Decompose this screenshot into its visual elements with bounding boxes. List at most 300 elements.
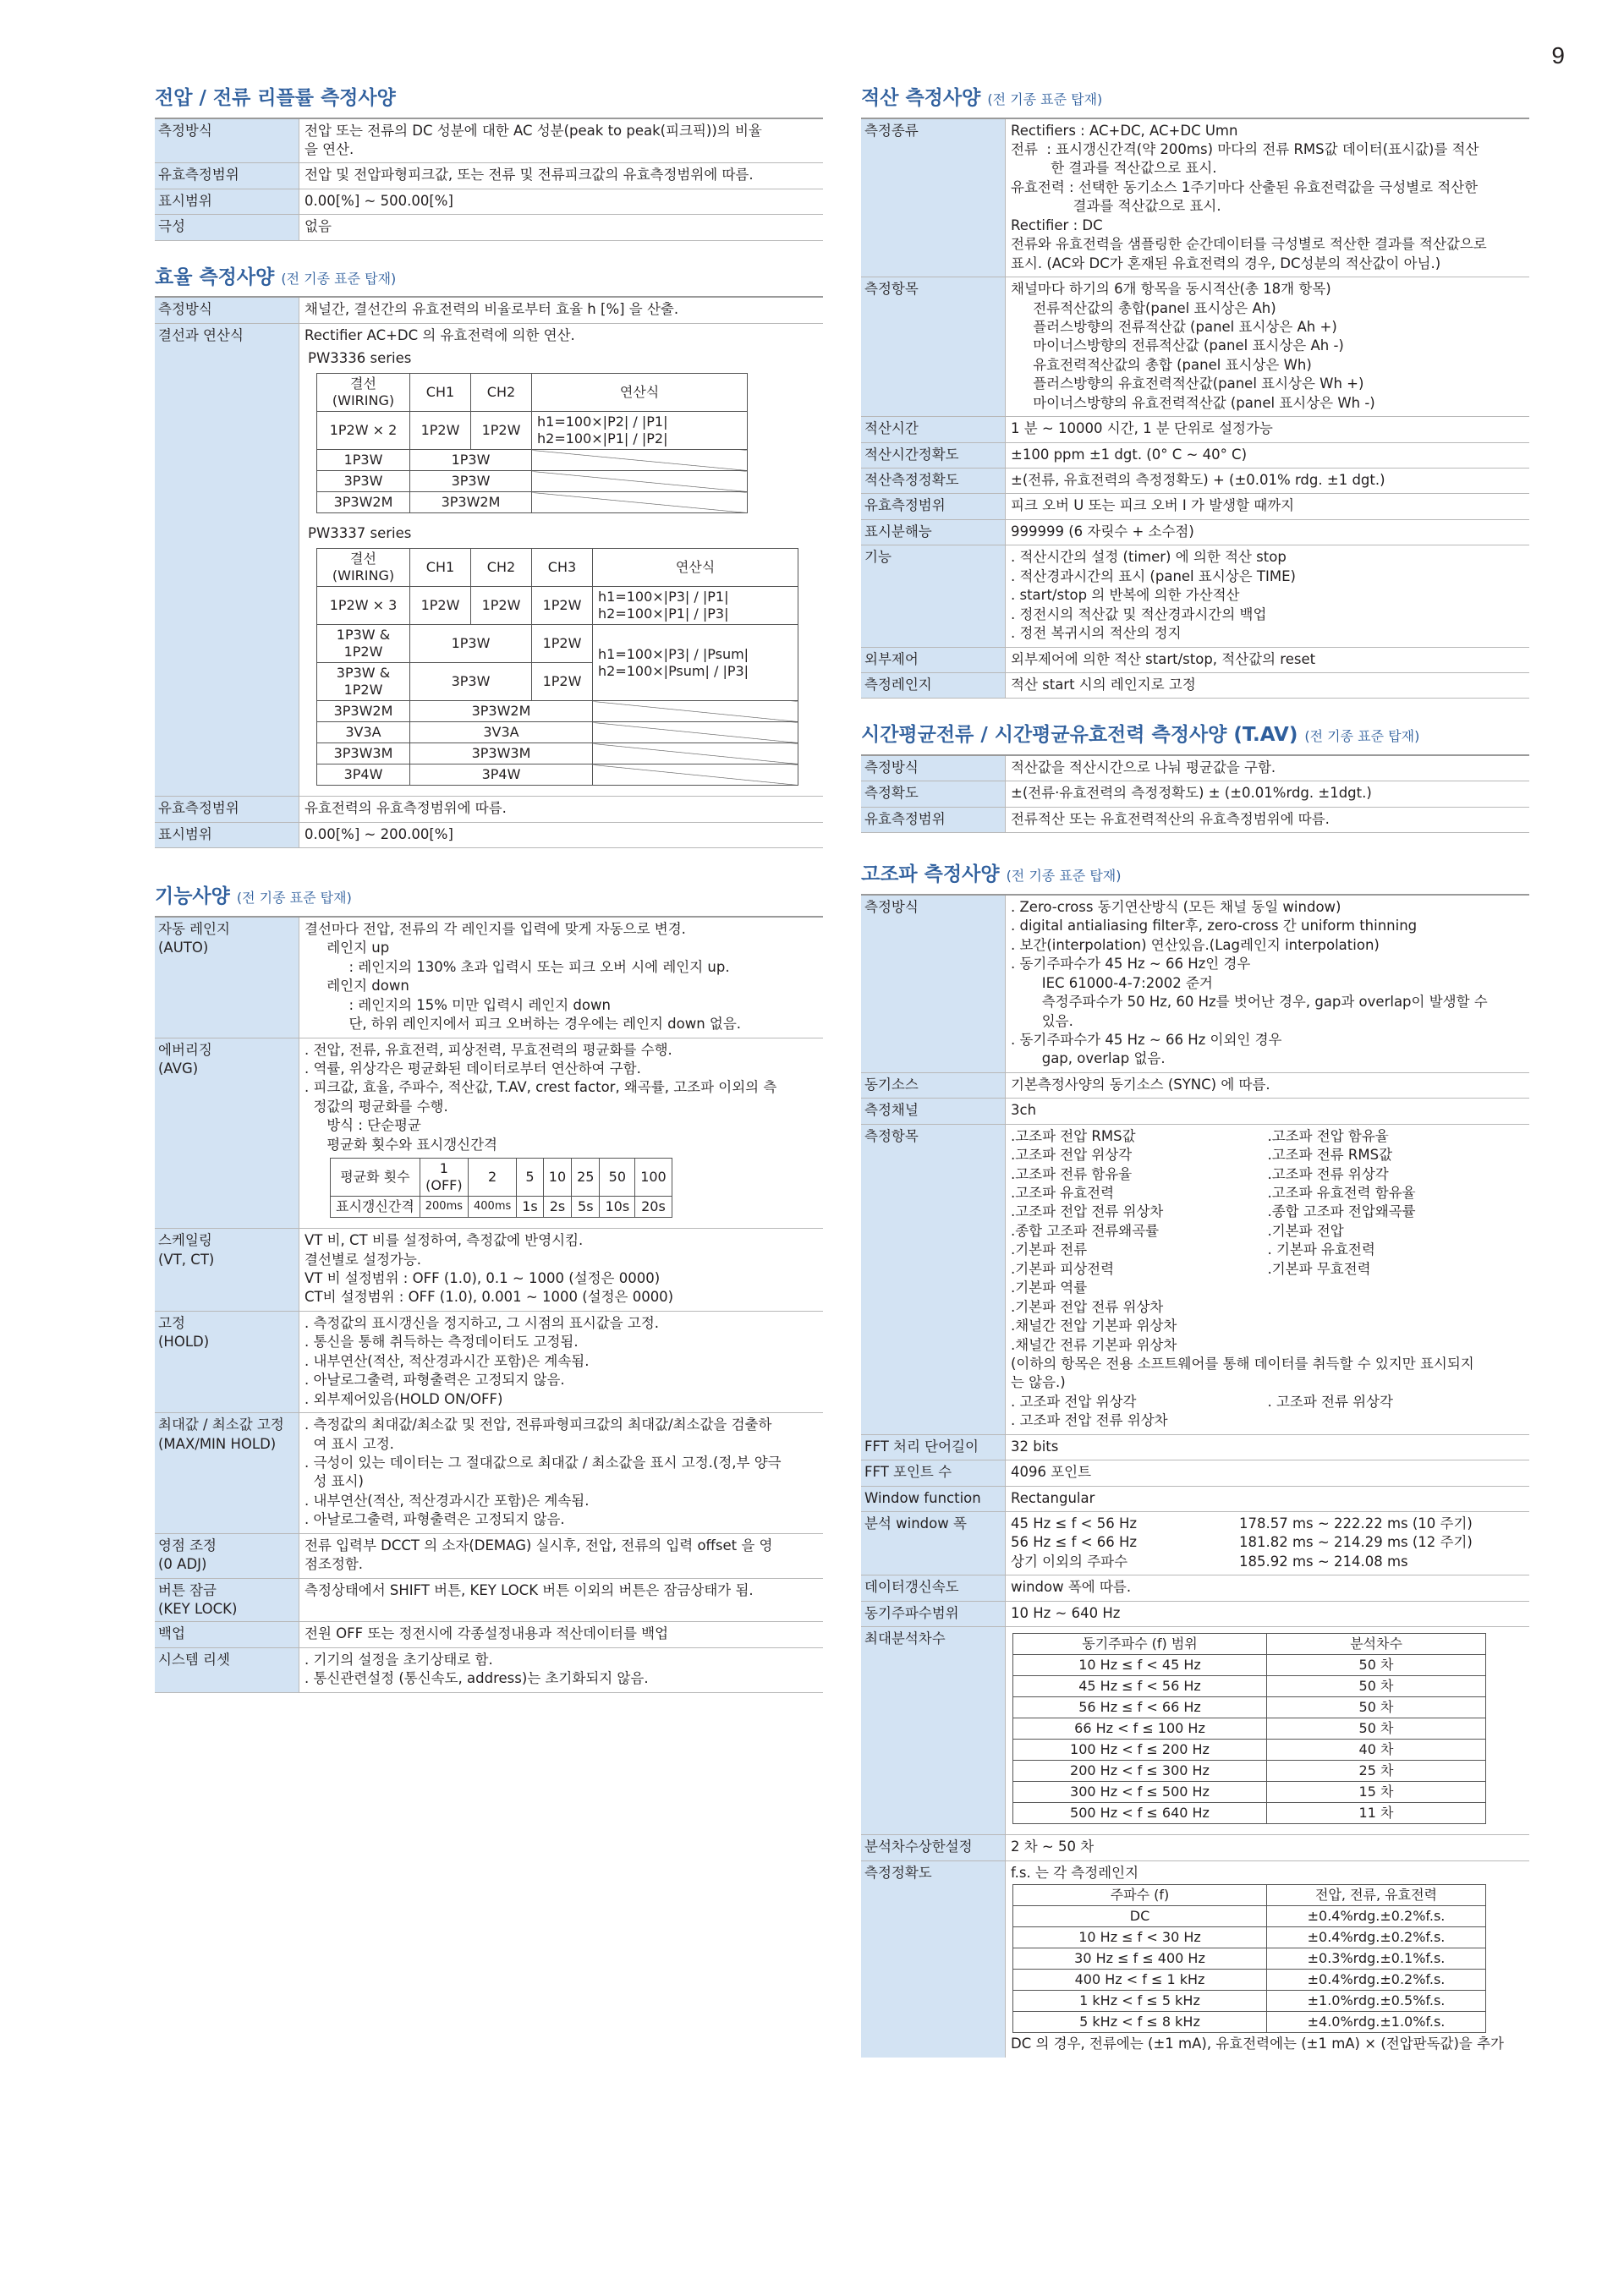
table-row (1013, 1782, 1486, 1803)
table-cell: ±0.3%rdg.±0.1%f.s. (1267, 1948, 1486, 1970)
text-line: .고조파 유효전력 (1011, 1185, 1115, 1202)
text: 유효전력의 유효측정범위에 따름. (299, 797, 823, 821)
text: 기능사양 (155, 885, 230, 908)
harmonic-items-pairs (1011, 1127, 1524, 1280)
text-line: . 적산경과시간의 표시 (panel 표시상은 TIME) (1011, 567, 1296, 584)
window-function-row (861, 1487, 1529, 1512)
table-cell (593, 722, 798, 743)
table-row (1013, 1991, 1486, 2012)
spec-label: 유효측정범위 (155, 163, 299, 188)
table-cell: 3P3W & 1P2W (317, 663, 410, 701)
text-line: 전원 OFF 또는 정전시에 각종설정내용과 적산데이터를 백업 (304, 1625, 669, 1642)
spec-label: 최대값 / 최소값 고정 (MAX/MIN HOLD) (155, 1413, 299, 1533)
table-cell: 100 (635, 1159, 672, 1197)
table-row (1013, 1676, 1486, 1697)
table-cell: ±0.4%rdg.±0.2%f.s. (1267, 1906, 1486, 1927)
text-line: 레인지 up (304, 940, 390, 956)
text-line: .고조파 전류 위상각 (1267, 1165, 1389, 1182)
text-line: 상기 이외의 주파수 (1011, 1553, 1128, 1570)
table-cell: 1P3W (317, 450, 410, 471)
efficiency-title (155, 266, 823, 299)
text-line: 전압 또는 전류의 DC 성분에 대한 AC 성분(peak to peak(피크픽))의 비율 (304, 122, 762, 139)
text: (전 기종 표준 탑재) (1304, 728, 1420, 745)
spec-value (299, 189, 823, 214)
pw3336-title: PW3336 series (308, 350, 412, 367)
text-line: .고조파 전압 RMS값 (1011, 1127, 1136, 1144)
table-cell: 3V3A (317, 722, 410, 743)
table-cell: 5 (517, 1159, 544, 1197)
table-cell: h1=100×|P2| / |P1| h2=100×|P1| / |P2| (532, 412, 748, 450)
efficiency-method-row (155, 298, 823, 323)
text: Window function (861, 1487, 1005, 1511)
table-cell: ±4.0%rdg.±1.0%f.s. (1267, 2012, 1486, 2033)
spec-label: 표시분해능 (861, 520, 1005, 545)
fft-bits-row (861, 1435, 1529, 1460)
functions-title (155, 885, 823, 918)
table-cell (532, 471, 748, 492)
text-line: .기본파 무효전력 (1267, 1260, 1371, 1277)
table-cell: 20s (635, 1197, 672, 1218)
text-line: .기본파 전류 (1011, 1241, 1088, 1258)
text-line: 여 표시 고정. (304, 1435, 394, 1452)
text: 적산 측정사양 (861, 87, 981, 109)
table-cell (593, 701, 798, 722)
spec-label: 적산시간정확도 (861, 443, 1005, 468)
table-cell: 주파수 (f) (1013, 1885, 1267, 1906)
table-cell (593, 743, 798, 764)
table-cell: 5s (572, 1197, 600, 1218)
spec-row (155, 189, 823, 215)
text-line: .기본파 전압 전류 위상차 (1011, 1298, 1164, 1315)
table-cell: 10s (600, 1197, 635, 1218)
text-line: 없음 (304, 218, 332, 235)
text-line: .기본파 전압 (1267, 1222, 1344, 1239)
text: 전압 / 전류 리플률 측정사양 (155, 87, 396, 109)
harmonic-items-row (861, 1125, 1529, 1435)
table-cell: 50 차 (1267, 1718, 1486, 1740)
table-cell: 1P3W (410, 625, 532, 663)
table-cell: 동기주파수 (f) 범위 (1013, 1634, 1267, 1655)
text: FFT 포인트 수 (861, 1460, 1005, 1485)
table-row (1013, 1655, 1486, 1676)
table-cell: CH3 (532, 549, 593, 587)
text-line: 56 Hz ≤ f < 66 Hz (1011, 1534, 1138, 1551)
spec-row (861, 673, 1529, 699)
tav-title (861, 724, 1529, 756)
averaging-table (330, 1158, 672, 1218)
spec-value (299, 1312, 823, 1412)
text-line: 유효전력적산값의 총합 (panel 표시상은 Wh) (1011, 356, 1312, 373)
text: 측정정확도 (861, 1861, 1005, 2058)
text-line: . 기본파 유효전력 (1267, 1241, 1375, 1258)
text-line: . Zero-cross 동기연산방식 (모든 채널 동일 window) (1011, 898, 1341, 915)
text: 측정채널 (861, 1099, 1005, 1123)
text-line: 전류 : 표시갱신간격(약 200ms) 마다의 전류 RMS값 데이터(표시값)를 적산 (1011, 141, 1479, 158)
table-cell: CH1 (410, 374, 471, 412)
text-line: .고조파 전압 전류 위상차 (1011, 1203, 1164, 1220)
upper-order-row (861, 1835, 1529, 1860)
text-line: 플러스방향의 유효전력적산값(panel 표시상은 Wh +) (1011, 375, 1364, 392)
table-cell: 11 차 (1267, 1803, 1486, 1824)
table-cell: CH1 (410, 549, 471, 587)
text: 4096 포인트 (1005, 1460, 1529, 1485)
text-line: 1 분 ~ 10000 시간, 1 분 단위로 설정가능 (1011, 420, 1273, 437)
table-cell: 3P3W (410, 471, 532, 492)
table-cell: 1P2W (471, 412, 532, 450)
table-cell: 전압, 전류, 유효전력 (1267, 1885, 1486, 1906)
text (299, 324, 823, 797)
text: 유효측정범위 (155, 797, 299, 821)
spec-label: 유효측정범위 (861, 494, 1005, 518)
table-cell: 5 kHz < f ≤ 8 kHz (1013, 2012, 1267, 2033)
text: 자동 레인지 (AUTO) (155, 918, 299, 1038)
table-cell: 1P2W (532, 663, 593, 701)
spec-row (155, 1534, 823, 1579)
spec-value (299, 1622, 823, 1647)
text-line: .고조파 전류 RMS값 (1267, 1147, 1393, 1164)
spec-label: 백업 (155, 1622, 299, 1647)
text-line: 181.82 ms ~ 214.29 ms (12 주기) (1239, 1534, 1473, 1551)
text-line: 185.92 ms ~ 214.08 ms (1239, 1553, 1408, 1570)
spec-row (861, 648, 1529, 673)
spec-value (1005, 781, 1529, 806)
text-line: 피크 오버 U 또는 피크 오버 I 가 발생할 때까지 (1011, 497, 1295, 514)
table-row (1013, 1970, 1486, 1991)
table-cell: 3P3W3M (317, 743, 410, 764)
table-cell: h1=100×|P3| / |Psum| h2=100×|Psum| / |P3| (593, 625, 798, 701)
table-row (1013, 1803, 1486, 1824)
ripple-table (155, 119, 823, 241)
text: 표시범위 (155, 823, 299, 847)
spec-value (299, 119, 823, 163)
text-line: 외부제어에 의한 적산 start/stop, 적산값의 reset (1011, 650, 1316, 667)
text: 측정방식 (155, 298, 299, 322)
pw3337-title: PW3337 series (308, 525, 412, 542)
text-line: 플러스방향의 전류적산값 (panel 표시상은 Ah +) (1011, 318, 1337, 335)
text: f.s. 는 각 측정레인지 (1011, 1864, 1139, 1881)
spec-label: 측정확도 (861, 781, 1005, 806)
table-row (1013, 1718, 1486, 1740)
spec-label: 시스템 리셋 (155, 1648, 299, 1692)
table-cell: 3V3A (410, 722, 593, 743)
spec-label: 측정방식 (155, 119, 299, 163)
table-cell: 300 Hz < f ≤ 500 Hz (1013, 1782, 1267, 1803)
spec-label: 유효측정범위 (861, 808, 1005, 832)
spec-label: 측정종류 (861, 119, 1005, 277)
table-row (1013, 1761, 1486, 1782)
table-cell: 분석차수 (1267, 1634, 1486, 1655)
text-line: . 아날로그출력, 파형출력은 고정되지 않음. (304, 1511, 565, 1528)
table-cell: h1=100×|P3| / |P1| h2=100×|P1| / |P3| (593, 587, 798, 625)
text-line: 성 표시) (304, 1473, 364, 1490)
text: 결선과 연산식 (155, 324, 299, 797)
text-line: 단, 하위 레인지에서 피크 오버하는 경우에는 레인지 down 없음. (304, 1016, 742, 1033)
text-line: 유효전력 : 선택한 동기소스 1주기마다 산출된 유효전력값을 극성별로 적산한 (1011, 178, 1479, 195)
spec-value (1005, 808, 1529, 832)
spec-row (861, 277, 1529, 417)
text: 측정항목 (861, 1125, 1005, 1434)
text-line: . 동기주파수가 45 Hz ~ 66 Hz 이외인 경우 (1011, 1031, 1282, 1048)
text: 시간평균전류 / 시간평균유효전력 측정사양 (T.AV) (861, 724, 1298, 747)
text: window 폭에 따름. (1005, 1575, 1529, 1600)
table-cell: 3P3W3M (410, 743, 593, 764)
spec-row (155, 163, 823, 189)
spec-row (155, 1579, 823, 1623)
efficiency-range-row (155, 797, 823, 822)
text-line: . 통신을 통해 취득하는 측정데이터도 고정됨. (304, 1334, 579, 1351)
spec-label: 스케일링 (VT, CT) (155, 1229, 299, 1311)
text-line: 전류 입력부 DCCT 의 소자(DEMAG) 실시후, 전압, 전류의 입력 offset 을 영 (304, 1537, 773, 1553)
text-line: . 아날로그출력, 파형출력은 고정되지 않음. (304, 1372, 565, 1389)
table-cell: 45 Hz ≤ f < 56 Hz (1013, 1676, 1267, 1697)
spec-label: 외부제어 (861, 648, 1005, 672)
text-line: 을 연산. (304, 141, 354, 158)
text-line: 방식 : 단순평균 (304, 1117, 421, 1134)
text: (전 기종 표준 탑재) (236, 890, 352, 907)
right-column (861, 87, 1529, 2083)
spec-label: 적산측정정확도 (861, 469, 1005, 493)
table-row (1013, 2012, 1486, 2033)
text: . 고조파 전압 위상각 (1011, 1393, 1137, 1410)
pw3336-table (316, 373, 748, 513)
text: 분석차수상한설정 (861, 1835, 1005, 1860)
spec-row (861, 417, 1529, 442)
table-cell (532, 450, 748, 471)
spec-label: 적산시간 (861, 417, 1005, 441)
text-line: .기본파 피상전력 (1011, 1260, 1115, 1277)
spec-row (861, 781, 1529, 807)
text-line: 전압 및 전압파형피크값, 또는 전류 및 전류피크값의 유효측정범위에 따름. (304, 167, 754, 184)
text-line: 결선마다 전압, 전류의 각 레인지를 입력에 맞게 자동으로 변경. (304, 920, 686, 937)
table-cell: 3P3W2M (410, 492, 532, 513)
text-line: 결선별로 설정가능. (304, 1251, 422, 1268)
spec-value (1005, 417, 1529, 441)
text-line: . 전압, 전류, 유효전력, 피상전력, 무효전력의 평균화를 수행. (304, 1041, 672, 1058)
integration-section (861, 87, 1529, 699)
text-line: 0.00[%] ~ 500.00[%] (304, 192, 453, 209)
table-row (1013, 1740, 1486, 1761)
table-cell: 400 Hz < f ≤ 1 kHz (1013, 1970, 1267, 1991)
text-line: . 기기의 설정을 초기상태로 함. (304, 1651, 493, 1668)
spec-row (155, 1622, 823, 1647)
table-cell: 400ms (469, 1197, 517, 1218)
table-cell: 1P2W (410, 587, 471, 625)
text-line: . 측정값의 최대값/최소값 및 전압, 전류파형피크값의 최대값/최소값을 검출하 (304, 1417, 772, 1433)
text-line: 전류와 유효전력을 샘플링한 순간데이터를 극성별로 적산한 결과를 적산값으로 (1011, 236, 1487, 253)
table-row (1013, 1948, 1486, 1970)
text-line: 전류적산 또는 유효전력적산의 유효측정범위에 따름. (1011, 810, 1330, 827)
spec-value (1005, 520, 1529, 545)
efficiency-wiring-row (155, 324, 823, 797)
table-cell: ±0.4%rdg.±0.2%f.s. (1267, 1927, 1486, 1948)
text-line: 표시. (AC와 DC가 혼재된 유효전력의 경우, DC성분의 적산값이 아님.) (1011, 255, 1441, 271)
text-line: . digital antialiasing filter후, zero-cross 간 uniform thinning (1011, 918, 1418, 934)
function-row (155, 1038, 823, 1230)
text-line: 점조정함. (304, 1556, 364, 1573)
table-cell: 연산식 (593, 549, 798, 587)
table-row (1013, 1697, 1486, 1718)
table-cell: 평균화 횟수 (331, 1159, 420, 1197)
table-cell: 3P3W2M (410, 701, 593, 722)
text-line: .고조파 전압 위상각 (1011, 1147, 1133, 1164)
text-line: 레인지 down (304, 978, 409, 995)
analysis-window-item (1011, 1553, 1524, 1571)
harmonic-method-row (861, 896, 1529, 1073)
table-cell: 표시갱신간격 (331, 1197, 420, 1218)
table-cell: 1P2W × 2 (317, 412, 410, 450)
pw3337-table (316, 548, 798, 786)
harmonic-sync-row (861, 1073, 1529, 1099)
text-line: gap, overlap 없음. (1011, 1050, 1166, 1067)
table-cell: 66 Hz < f ≤ 100 Hz (1013, 1718, 1267, 1740)
spec-row (155, 1312, 823, 1413)
table-cell: 1P2W × 3 (317, 587, 410, 625)
table-cell: 1P3W (410, 450, 532, 471)
text-line: (이하의 항목은 전용 소프트웨어를 통해 데이터를 취득할 수 있지만 표시되지 (1011, 1355, 1474, 1372)
text: Rectifier AC+DC 의 유효전력에 의한 연산. (304, 326, 575, 343)
table-cell: 50 (600, 1159, 635, 1197)
text: (전 기종 표준 탑재) (1006, 868, 1122, 885)
efficiency-section (155, 266, 823, 849)
table-cell: 2s (543, 1197, 571, 1218)
table-cell: CH2 (471, 374, 532, 412)
text-line: 측정상태에서 SHIFT 버튼, KEY LOCK 버튼 이외의 버튼은 잠금상태가 됨. (304, 1581, 754, 1598)
max-order-table (1012, 1633, 1486, 1824)
text-line: . 극성이 있는 데이터는 그 절대값으로 최대값 / 최소값을 표시 고정.(정,부 양극 (304, 1454, 782, 1471)
text: 동기주파수범위 (861, 1602, 1005, 1626)
functions-section (155, 885, 823, 1692)
text-line: .채널간 전류 기본파 위상차 (1011, 1336, 1177, 1353)
text-line: 측정주파수가 50 Hz, 60 Hz를 벗어난 경우, gap과 overlap이 발생할 수 (1011, 994, 1488, 1011)
text-line: VT 비 설정범위 : OFF (1.0), 0.1 ~ 1000 (설정은 0000) (304, 1270, 661, 1287)
text (1005, 896, 1529, 1072)
text (299, 918, 823, 1038)
table-cell: DC (1013, 1906, 1267, 1927)
spec-row (155, 1229, 823, 1312)
spec-label: 극성 (155, 215, 299, 239)
table-cell: 25 (572, 1159, 600, 1197)
text: . 고조파 전압 전류 위상차 (1011, 1412, 1168, 1429)
table-cell: 결선 (WIRING) (317, 549, 410, 587)
text: 에버리징 (AVG) (155, 1038, 299, 1229)
text-line: . 외부제어있음(HOLD ON/OFF) (304, 1390, 503, 1407)
text-line: ±100 ppm ±1 dgt. (0° C ~ 40° C) (1011, 446, 1248, 463)
text: (전 기종 표준 탑재) (281, 270, 397, 287)
spec-value (299, 215, 823, 239)
text-line: 178.57 ms ~ 222.22 ms (10 주기) (1239, 1515, 1473, 1532)
spec-value (1005, 277, 1529, 416)
ripple-section (155, 87, 823, 241)
text-line: CT비 설정범위 : OFF (1.0), 0.001 ~ 1000 (설정은 0000) (304, 1289, 674, 1306)
harmonic-accuracy-note: DC 의 경우, 전류에는 (±1 mA), 유효전력에는 (±1 mA) × (전압판독값)을 추가 (1011, 2036, 1504, 2052)
text-line: . 측정값의 표시갱신을 정지하고, 그 시점의 표시값을 고정. (304, 1314, 660, 1331)
text-line: 평균화 횟수와 표시갱신간격 (304, 1136, 497, 1153)
table-cell: 15 차 (1267, 1782, 1486, 1803)
text (1005, 1861, 1529, 2058)
analysis-window-item (1011, 1533, 1524, 1552)
text: 32 bits (1005, 1435, 1529, 1460)
table-cell: 25 차 (1267, 1761, 1486, 1782)
text-line: .채널간 전압 기본파 위상차 (1011, 1318, 1177, 1334)
harmonic-channel-row (861, 1099, 1529, 1124)
table-cell: 40 차 (1267, 1740, 1486, 1761)
table-cell: 1 kHz < f ≤ 5 kHz (1013, 1991, 1267, 2012)
spec-value (1005, 673, 1529, 698)
table-cell: 1s (517, 1197, 544, 1218)
sync-range-row (861, 1602, 1529, 1627)
spec-row (861, 443, 1529, 469)
text: 10 Hz ~ 640 Hz (1005, 1602, 1529, 1626)
table-cell: 50 차 (1267, 1697, 1486, 1718)
analysis-window-item (1011, 1515, 1524, 1533)
text-line: Rectifiers : AC+DC, AC+DC Umn (1011, 122, 1238, 139)
text-line: . 내부연산(적산, 적산경과시간 포함)은 계속됨. (304, 1352, 590, 1369)
text-line: .종합 고조파 전류왜곡률 (1011, 1222, 1160, 1239)
spec-value (299, 1413, 823, 1533)
text-line: 999999 (6 자릿수 + 소수점) (1011, 523, 1194, 540)
page-number: 9 (1551, 42, 1565, 68)
harmonic-accuracy-row (861, 1861, 1529, 2058)
text-line: 전류적산값의 총합(panel 표시상은 Ah) (1011, 299, 1276, 316)
table-cell: 1 (OFF) (420, 1159, 468, 1197)
spec-row (155, 1413, 823, 1534)
spec-value (1005, 648, 1529, 672)
text-line: 한 결과를 적산값으로 표시. (1011, 160, 1217, 177)
spec-row (861, 469, 1529, 494)
tav-table (861, 756, 1529, 833)
text-line: 있음. (1011, 1012, 1073, 1029)
analysis-window-row (861, 1512, 1529, 1575)
fft-points-row (861, 1460, 1529, 1486)
text (299, 1038, 823, 1229)
text-line: : 레인지의 15% 미만 입력시 레인지 down (304, 996, 611, 1013)
spec-label: 영점 조정 (0 ADJ) (155, 1534, 299, 1578)
text (1005, 1125, 1529, 1434)
harmonic-accuracy-table (1012, 1884, 1486, 2033)
text-line: . 적산시간의 설정 (timer) 에 의한 적산 stop (1011, 549, 1287, 566)
text: 동기소스 (861, 1073, 1005, 1098)
table-cell: 1P2W (410, 412, 471, 450)
text: . 고조파 전류 위상각 (1267, 1393, 1393, 1410)
spec-row (155, 1648, 823, 1693)
spec-value (1005, 756, 1529, 781)
spec-row (861, 494, 1529, 519)
table-cell: 3P4W (410, 764, 593, 786)
spec-row (861, 808, 1529, 833)
text: (전 기종 표준 탑재) (987, 91, 1103, 107)
table-cell: 1P2W (532, 625, 593, 663)
table-cell: 연산식 (532, 374, 748, 412)
spec-row (861, 545, 1529, 647)
text: 3ch (1005, 1099, 1529, 1123)
spec-label: 측정방식 (861, 756, 1005, 781)
table-cell (532, 492, 748, 513)
text-line: 45 Hz ≤ f < 56 Hz (1011, 1515, 1138, 1532)
spec-row (155, 215, 823, 240)
tav-section (861, 724, 1529, 833)
table-cell: 56 Hz ≤ f < 66 Hz (1013, 1697, 1267, 1718)
text-line: IEC 61000-4-7:2002 준거 (1011, 974, 1213, 991)
text-line: . start/stop 의 반복에 의한 가산적산 (1011, 587, 1240, 604)
table-cell: 3P3W (317, 471, 410, 492)
text: 데이터갱신속도 (861, 1575, 1005, 1600)
text: 최대분석차수 (861, 1627, 1005, 1834)
text-line: 채널마다 하기의 6개 항목을 동시적산(총 18개 항목) (1011, 281, 1331, 298)
text-line: 정값의 평균화를 수행. (304, 1098, 448, 1115)
text-line: . 정전시의 적산값 및 적산경과시간의 백업 (1011, 606, 1267, 622)
text-line: . 역률, 위상각은 평균화된 데이터로부터 연산하여 구함. (304, 1060, 641, 1077)
text-line: : 레인지의 130% 초과 입력시 또는 피크 오버 시에 레인지 up. (304, 958, 730, 975)
